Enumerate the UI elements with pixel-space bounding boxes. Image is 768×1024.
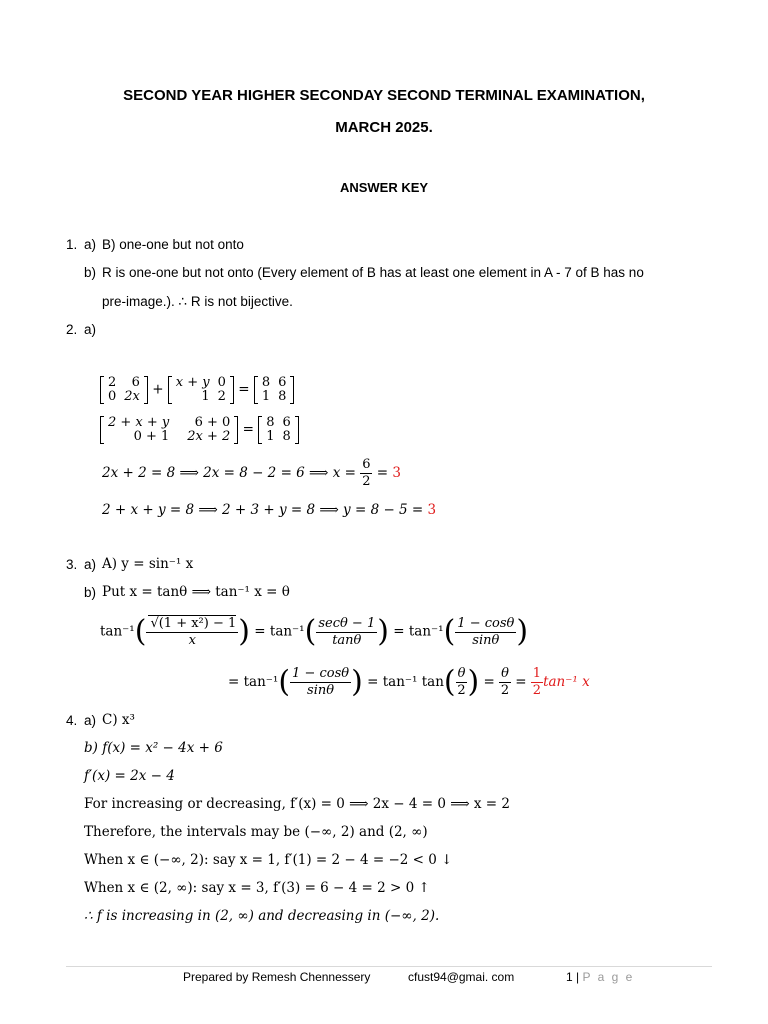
- footer-author: Prepared by Remesh Chennessery: [183, 970, 371, 984]
- page-separator: |: [576, 970, 580, 984]
- matrix-result: 8 6 1 8: [258, 416, 299, 444]
- q4a-answer: C) x³: [102, 712, 135, 728]
- q3-number: 3.: [66, 557, 78, 572]
- q2-number: 2.: [66, 322, 78, 337]
- matrix-c: 8 6 1 8: [254, 376, 295, 404]
- q4a-label: a): [84, 713, 97, 728]
- footer-divider: [66, 966, 712, 967]
- q2-equation-x: 2x + 2 = 8 ⟹ 2x = 8 − 2 = 6 ⟹ x = $\frac{6}{2}$ = 3: [102, 457, 401, 489]
- q2-answer-x: 3: [392, 465, 401, 481]
- q4b-derivative: f′(x) = 2x − 4: [84, 768, 175, 784]
- q4b-intervals: Therefore, the intervals may be (−∞, 2) and (2, ∞): [84, 824, 428, 840]
- q3b-label: b): [84, 585, 97, 600]
- footer-email: cfust94@gmai. com: [408, 970, 515, 984]
- footer-page-number: [566, 970, 634, 984]
- q3-simplification-line1: tan⁻¹( $\frac{\text{√(1 + x²) − 1}}{x}$ ) = tan⁻¹( $\frac{\sec\theta - 1}{\tan\theta}$ ) = tan⁻¹( $\frac{1 - \cos\theta}{\sin\theta}$ ): [100, 614, 529, 649]
- q2-equation-y: 2 + x + y = 8 ⟹ 2 + 3 + y = 8 ⟹ y = 8 − 5 = 3: [102, 502, 437, 518]
- matrix-b: x + y 0 1 2: [168, 376, 234, 404]
- q4-number: 4.: [66, 713, 78, 728]
- matrix-sum: 2 + x + y 6 + 0 0 + 1 2x + 2: [100, 416, 238, 444]
- q3b-substitution: Put x = tanθ ⟹ tan⁻¹ x = θ: [102, 584, 290, 600]
- q2-matrix-equation-1: 2 6 0 2x + x + y 0 1 2 = 8 6 1 8: [100, 376, 294, 404]
- matrix-a: 2 6 0 2x: [100, 376, 148, 404]
- page-word: P a g e: [582, 970, 635, 984]
- q3a-label: a): [84, 557, 97, 572]
- q3-answer-tail: tan⁻¹ x: [543, 674, 590, 690]
- exam-title-line2: MARCH 2025.: [335, 119, 433, 136]
- q4b-test-right: When x ∈ (2, ∞): say x = 3, f′(3) = 6 − 4 = 2 > 0 ↑: [84, 880, 430, 896]
- q1b-answer-line2: pre-image.). ∴ R is not bijective.: [102, 294, 293, 309]
- q1b-label: b): [84, 265, 97, 280]
- q1-number: 1.: [66, 237, 78, 252]
- q3-answer-fraction: $\frac{1}{2}$: [532, 666, 542, 698]
- q2-matrix-equation-2: 2 + x + y 6 + 0 0 + 1 2x + 2 = 8 6 1 8: [100, 416, 299, 444]
- q4b-function: b) f(x) = x² − 4x + 6: [84, 740, 223, 756]
- q4b-conclusion: ∴ f is increasing in (2, ∞) and decreasing in (−∞, 2).: [84, 908, 440, 924]
- q1a-label: a): [84, 237, 97, 252]
- exam-title-line1: SECOND YEAR HIGHER SECONDAY SECOND TERMINAL EXAMINATION,: [123, 87, 645, 104]
- q1a-answer: B) one-one but not onto: [102, 237, 244, 252]
- q2a-label: a): [84, 322, 97, 337]
- page-number: 1: [566, 970, 573, 984]
- answer-key-heading: ANSWER KEY: [339, 180, 429, 195]
- q3-simplification-line2: = tan⁻¹( $\frac{1 - \cos\theta}{\sin\theta}$ ) = tan⁻¹ tan( $\frac{\theta}{2}$ ) = $\frac{\theta}{2}$ = $\frac{1}{2}$ tan⁻¹ x: [228, 664, 590, 700]
- q2-answer-y: 3: [427, 502, 437, 518]
- q4b-test-left: When x ∈ (−∞, 2): say x = 1, f′(1) = 2 − 4 = −2 < 0 ↓: [84, 852, 453, 868]
- q3a-answer: A) y = sin⁻¹ x: [102, 556, 194, 572]
- q1b-answer-line1: R is one-one but not onto (Every element of B has at least one element in A - 7 of B has no: [102, 265, 644, 280]
- q4b-critical-point: For increasing or decreasing, f′(x) = 0 ⟹ 2x − 4 = 0 ⟹ x = 2: [84, 796, 510, 812]
